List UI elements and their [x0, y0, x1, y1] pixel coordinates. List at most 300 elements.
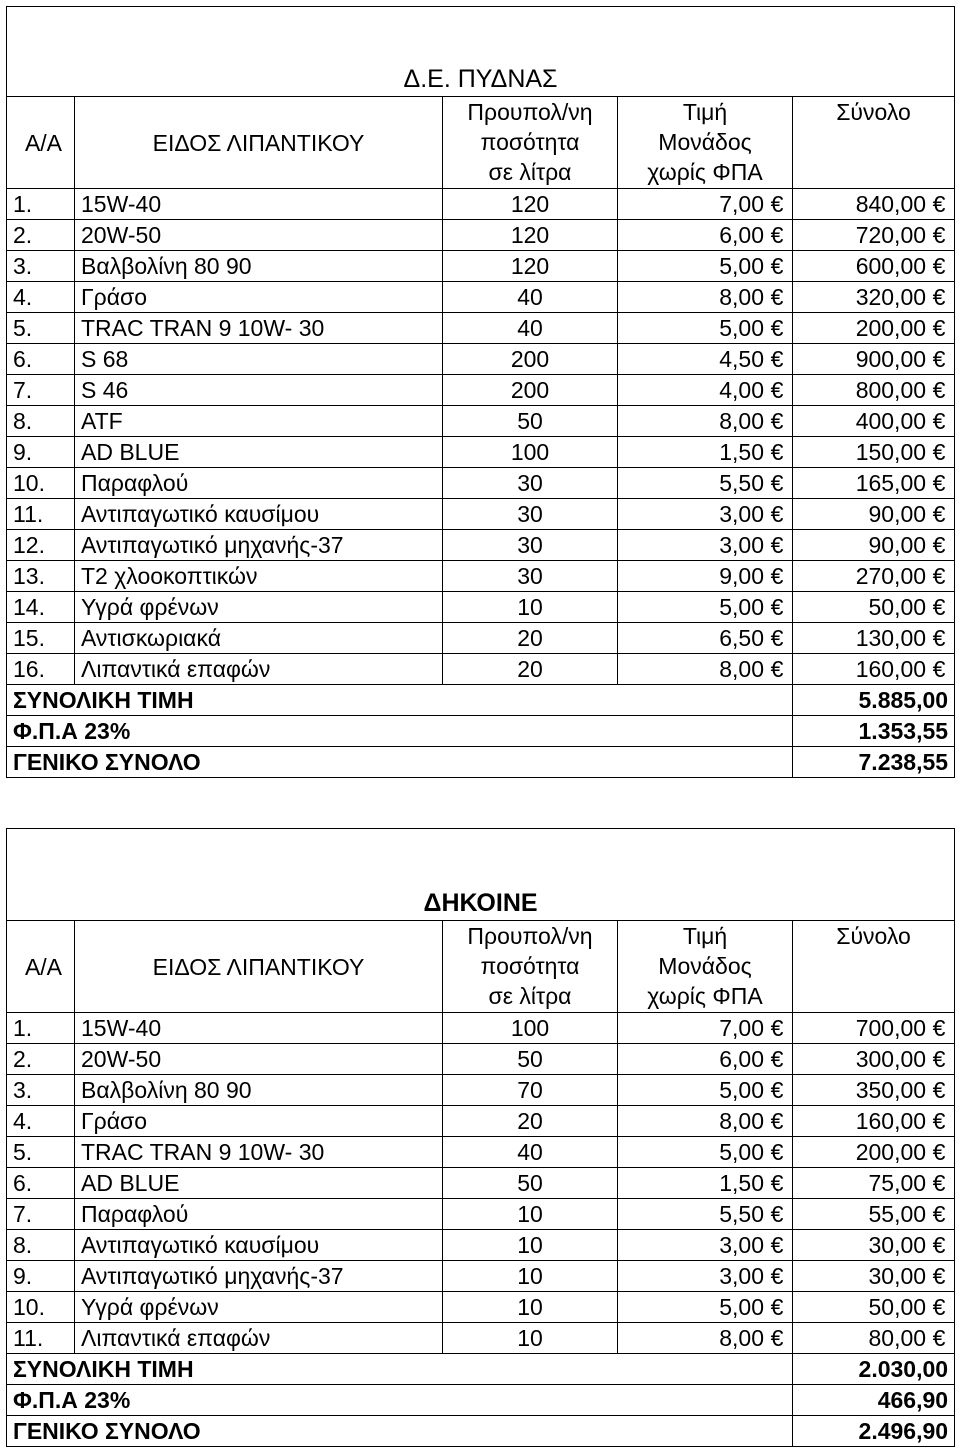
quantity-cell: 30 [443, 530, 618, 561]
quantity-cell: 40 [443, 313, 618, 344]
header-price [618, 97, 793, 189]
unit-price-value: 4,50 [719, 346, 764, 372]
line-total-value: 30,00 [868, 1232, 927, 1258]
line-total-cell [793, 1261, 955, 1292]
row-number: 7. [7, 1199, 75, 1230]
line-total-cell [793, 1230, 955, 1261]
summary-value: 7.238,55 [793, 747, 955, 778]
line-total-value: 200,00 [855, 1139, 927, 1165]
item-name: Παραφλού [75, 1199, 443, 1230]
header-qty-line: ποσότητα [480, 129, 580, 155]
unit-price-cell [618, 1199, 793, 1230]
item-name: Λιπαντικά επαφών [75, 654, 443, 685]
table-row [7, 1230, 955, 1261]
unit-price-cell [618, 220, 793, 251]
unit-price-value: 7,00 [719, 1015, 764, 1041]
euro-symbol: € [770, 625, 784, 651]
unit-price-cell [618, 530, 793, 561]
unit-price-cell [618, 344, 793, 375]
header-qty [443, 921, 618, 1013]
unit-price-cell [618, 1013, 793, 1044]
table-row [7, 1137, 955, 1168]
row-number: 2. [7, 220, 75, 251]
euro-symbol: € [770, 1170, 784, 1196]
euro-symbol: € [770, 377, 784, 403]
item-name: Αντισκωριακά [75, 623, 443, 654]
unit-price-cell [618, 251, 793, 282]
table-row [7, 1044, 955, 1075]
line-total-value: 160,00 [855, 1108, 927, 1134]
table-row [7, 406, 955, 437]
line-total-value: 700,00 [855, 1015, 927, 1041]
euro-symbol: € [770, 1046, 784, 1072]
table-title: Δ.Ε. ΠΥΔΝΑΣ [7, 7, 955, 97]
summary-label: Φ.Π.Α 23% [7, 716, 793, 747]
quantity-cell: 30 [443, 499, 618, 530]
line-total-cell [793, 1323, 955, 1354]
unit-price-cell [618, 437, 793, 468]
line-total-value: 165,00 [855, 470, 927, 496]
quantity-cell: 20 [443, 654, 618, 685]
header-qty-line: Προυπολ/νη [467, 923, 593, 949]
unit-price-value: 8,00 [719, 1108, 764, 1134]
line-total-value: 160,00 [855, 656, 927, 682]
line-total-cell [793, 592, 955, 623]
euro-symbol: € [770, 1263, 784, 1289]
table-row [7, 1106, 955, 1137]
euro-symbol: € [770, 439, 784, 465]
line-total-cell [793, 1168, 955, 1199]
line-total-value: 80,00 [868, 1325, 927, 1351]
euro-symbol: € [770, 315, 784, 341]
unit-price-cell [618, 375, 793, 406]
line-total-cell [793, 1013, 955, 1044]
unit-price-value: 3,00 [719, 532, 764, 558]
item-name: 15W-40 [75, 189, 443, 220]
euro-symbol: € [932, 1108, 946, 1134]
row-number: 16. [7, 654, 75, 685]
item-name: Αντιπαγωτικό μηχανής-37 [75, 1261, 443, 1292]
unit-price-value: 6,00 [719, 222, 764, 248]
header-price-line: Τιμή [682, 99, 728, 125]
quantity-cell: 100 [443, 437, 618, 468]
summary-label: Φ.Π.Α 23% [7, 1385, 793, 1416]
summary-row [7, 1385, 955, 1416]
line-total-cell [793, 1137, 955, 1168]
quantity-cell: 200 [443, 344, 618, 375]
row-number: 2. [7, 1044, 75, 1075]
euro-symbol: € [770, 563, 784, 589]
unit-price-cell [618, 1230, 793, 1261]
unit-price-value: 1,50 [719, 439, 764, 465]
euro-symbol: € [932, 315, 946, 341]
unit-price-cell [618, 592, 793, 623]
euro-symbol: € [932, 284, 946, 310]
euro-symbol: € [932, 1232, 946, 1258]
line-total-cell [793, 623, 955, 654]
item-name: Γράσο [75, 282, 443, 313]
row-number: 5. [7, 1137, 75, 1168]
line-total-value: 320,00 [855, 284, 927, 310]
table-row [7, 654, 955, 685]
item-name: S 68 [75, 344, 443, 375]
line-total-cell [793, 1106, 955, 1137]
summary-value: 2.030,00 [793, 1354, 955, 1385]
header-total: Σύνολο [793, 97, 955, 189]
item-name: TRAC TRAN 9 10W- 30 [75, 1137, 443, 1168]
table-row [7, 1075, 955, 1106]
euro-symbol: € [932, 1294, 946, 1320]
header-price-line: Μονάδος [658, 129, 752, 155]
row-number: 8. [7, 406, 75, 437]
line-total-value: 200,00 [855, 315, 927, 341]
euro-symbol: € [932, 656, 946, 682]
unit-price-value: 5,00 [719, 1077, 764, 1103]
unit-price-value: 5,50 [719, 470, 764, 496]
unit-price-value: 7,00 [719, 191, 764, 217]
unit-price-value: 5,00 [719, 315, 764, 341]
line-total-value: 90,00 [868, 532, 927, 558]
summary-value: 1.353,55 [793, 716, 955, 747]
unit-price-cell [618, 1292, 793, 1323]
unit-price-value: 5,00 [719, 253, 764, 279]
summary-label: ΓΕΝΙΚΟ ΣΥΝΟΛΟ [7, 747, 793, 778]
unit-price-cell [618, 1323, 793, 1354]
line-total-value: 350,00 [855, 1077, 927, 1103]
unit-price-value: 8,00 [719, 1325, 764, 1351]
summary-label: ΓΕΝΙΚΟ ΣΥΝΟΛΟ [7, 1416, 793, 1447]
line-total-value: 30,00 [868, 1263, 927, 1289]
line-total-cell [793, 282, 955, 313]
euro-symbol: € [770, 594, 784, 620]
row-number: 11. [7, 499, 75, 530]
summary-row [7, 747, 955, 778]
row-number: 11. [7, 1323, 75, 1354]
header-qty-line: ποσότητα [480, 953, 580, 979]
euro-symbol: € [770, 1139, 784, 1165]
item-name: TRAC TRAN 9 10W- 30 [75, 313, 443, 344]
item-name: Γράσο [75, 1106, 443, 1137]
line-total-value: 55,00 [868, 1201, 927, 1227]
row-number: 7. [7, 375, 75, 406]
unit-price-cell [618, 468, 793, 499]
unit-price-value: 4,00 [719, 377, 764, 403]
euro-symbol: € [932, 377, 946, 403]
line-total-cell [793, 437, 955, 468]
unit-price-cell [618, 1168, 793, 1199]
euro-symbol: € [932, 594, 946, 620]
summary-row [7, 1416, 955, 1447]
summary-value: 466,90 [793, 1385, 955, 1416]
euro-symbol: € [770, 470, 784, 496]
quantity-cell: 10 [443, 1292, 618, 1323]
euro-symbol: € [770, 1015, 784, 1041]
unit-price-cell [618, 623, 793, 654]
table-row [7, 313, 955, 344]
line-total-cell [793, 654, 955, 685]
line-total-value: 600,00 [855, 253, 927, 279]
unit-price-value: 5,00 [719, 594, 764, 620]
line-total-value: 900,00 [855, 346, 927, 372]
line-total-cell [793, 1292, 955, 1323]
euro-symbol: € [932, 439, 946, 465]
summary-row [7, 685, 955, 716]
row-number: 14. [7, 592, 75, 623]
line-total-cell [793, 344, 955, 375]
unit-price-value: 3,00 [719, 1232, 764, 1258]
euro-symbol: € [770, 1201, 784, 1227]
line-total-value: 50,00 [868, 594, 927, 620]
header-item: ΕΙΔΟΣ ΛΙΠΑΝΤΙΚΟΥ [75, 97, 443, 189]
table-row [7, 220, 955, 251]
unit-price-value: 5,00 [719, 1139, 764, 1165]
table-row [7, 1168, 955, 1199]
row-number: 10. [7, 1292, 75, 1323]
quantity-cell: 30 [443, 561, 618, 592]
summary-label: ΣΥΝΟΛΙΚΗ ΤΙΜΗ [7, 685, 793, 716]
quantity-cell: 50 [443, 1168, 618, 1199]
quantity-cell: 200 [443, 375, 618, 406]
unit-price-cell [618, 1137, 793, 1168]
line-total-value: 50,00 [868, 1294, 927, 1320]
unit-price-value: 9,00 [719, 563, 764, 589]
table-row [7, 1013, 955, 1044]
table-row [7, 375, 955, 406]
item-name: AD BLUE [75, 1168, 443, 1199]
line-total-value: 130,00 [855, 625, 927, 651]
unit-price-cell [618, 1075, 793, 1106]
unit-price-value: 8,00 [719, 408, 764, 434]
item-name: 20W-50 [75, 1044, 443, 1075]
line-total-cell [793, 1044, 955, 1075]
line-total-cell [793, 251, 955, 282]
table-row [7, 468, 955, 499]
quantity-cell: 120 [443, 251, 618, 282]
row-number: 13. [7, 561, 75, 592]
quantity-cell: 10 [443, 592, 618, 623]
euro-symbol: € [932, 408, 946, 434]
euro-symbol: € [932, 470, 946, 496]
row-number: 4. [7, 282, 75, 313]
row-number: 3. [7, 251, 75, 282]
table-row [7, 592, 955, 623]
line-total-value: 800,00 [855, 377, 927, 403]
unit-price-value: 3,00 [719, 501, 764, 527]
quantity-cell: 10 [443, 1261, 618, 1292]
table-row [7, 530, 955, 561]
table-row [7, 499, 955, 530]
item-name: Βαλβολίνη 80 90 [75, 251, 443, 282]
item-name: Τ2 χλοοκοπτικών [75, 561, 443, 592]
line-total-value: 90,00 [868, 501, 927, 527]
header-qty [443, 97, 618, 189]
quantity-cell: 100 [443, 1013, 618, 1044]
table-row [7, 1261, 955, 1292]
header-item: ΕΙΔΟΣ ΛΙΠΑΝΤΙΚΟΥ [75, 921, 443, 1013]
euro-symbol: € [770, 284, 784, 310]
table-row [7, 437, 955, 468]
euro-symbol: € [932, 1325, 946, 1351]
unit-price-cell [618, 1044, 793, 1075]
item-name: Υγρά φρένων [75, 592, 443, 623]
quantity-cell: 120 [443, 189, 618, 220]
quantity-cell: 30 [443, 468, 618, 499]
euro-symbol: € [770, 1108, 784, 1134]
table-row [7, 251, 955, 282]
item-name: Αντιπαγωτικό μηχανής-37 [75, 530, 443, 561]
euro-symbol: € [932, 1263, 946, 1289]
euro-symbol: € [932, 563, 946, 589]
row-number: 5. [7, 313, 75, 344]
summary-label: ΣΥΝΟΛΙΚΗ ΤΙΜΗ [7, 1354, 793, 1385]
item-name: Αντιπαγωτικό καυσίμου [75, 1230, 443, 1261]
row-number: 9. [7, 1261, 75, 1292]
table-row [7, 344, 955, 375]
summary-row [7, 716, 955, 747]
line-total-cell [793, 468, 955, 499]
euro-symbol: € [932, 1139, 946, 1165]
unit-price-value: 8,00 [719, 656, 764, 682]
quantity-cell: 40 [443, 282, 618, 313]
unit-price-cell [618, 282, 793, 313]
item-name: AD BLUE [75, 437, 443, 468]
quantity-cell: 10 [443, 1323, 618, 1354]
line-total-cell [793, 499, 955, 530]
row-number: 6. [7, 1168, 75, 1199]
quantity-cell: 50 [443, 406, 618, 437]
euro-symbol: € [932, 253, 946, 279]
quantity-cell: 50 [443, 1044, 618, 1075]
euro-symbol: € [932, 1046, 946, 1072]
unit-price-cell [618, 1106, 793, 1137]
quantity-cell: 40 [443, 1137, 618, 1168]
header-price-line: Τιμή [682, 923, 728, 949]
table-title: ΔΗΚΟΙΝΕ [7, 829, 955, 921]
euro-symbol: € [770, 408, 784, 434]
summary-row [7, 1354, 955, 1385]
line-total-value: 75,00 [868, 1170, 927, 1196]
unit-price-value: 8,00 [719, 284, 764, 310]
line-total-cell [793, 220, 955, 251]
line-total-cell [793, 1199, 955, 1230]
table-row [7, 1323, 955, 1354]
item-name: Παραφλού [75, 468, 443, 499]
table-row [7, 282, 955, 313]
line-total-value: 720,00 [855, 222, 927, 248]
row-number: 8. [7, 1230, 75, 1261]
header-price [618, 921, 793, 1013]
line-total-value: 300,00 [855, 1046, 927, 1072]
euro-symbol: € [932, 501, 946, 527]
row-number: 1. [7, 189, 75, 220]
item-name: ATF [75, 406, 443, 437]
euro-symbol: € [770, 346, 784, 372]
euro-symbol: € [770, 1325, 784, 1351]
euro-symbol: € [932, 346, 946, 372]
row-number: 15. [7, 623, 75, 654]
line-total-value: 150,00 [855, 439, 927, 465]
header-qty-line: Προυπολ/νη [467, 99, 593, 125]
unit-price-value: 6,00 [719, 1046, 764, 1072]
euro-symbol: € [932, 532, 946, 558]
quantity-cell: 20 [443, 1106, 618, 1137]
line-total-cell [793, 1075, 955, 1106]
header-qty-line: σε λίτρα [488, 983, 572, 1009]
quantity-cell: 10 [443, 1199, 618, 1230]
euro-symbol: € [770, 253, 784, 279]
unit-price-cell [618, 561, 793, 592]
euro-symbol: € [770, 532, 784, 558]
euro-symbol: € [932, 191, 946, 217]
row-number: 4. [7, 1106, 75, 1137]
row-number: 12. [7, 530, 75, 561]
row-number: 1. [7, 1013, 75, 1044]
header-price-line: χωρίς ΦΠΑ [647, 159, 763, 185]
table-row [7, 1199, 955, 1230]
table-row [7, 561, 955, 592]
item-name: 20W-50 [75, 220, 443, 251]
line-total-cell [793, 530, 955, 561]
quantity-cell: 70 [443, 1075, 618, 1106]
unit-price-cell [618, 499, 793, 530]
euro-symbol: € [932, 1077, 946, 1103]
line-total-cell [793, 313, 955, 344]
euro-symbol: € [770, 656, 784, 682]
line-total-cell [793, 406, 955, 437]
unit-price-cell [618, 406, 793, 437]
row-number: 10. [7, 468, 75, 499]
euro-symbol: € [770, 191, 784, 217]
euro-symbol: € [932, 1170, 946, 1196]
unit-price-cell [618, 189, 793, 220]
item-name: Βαλβολίνη 80 90 [75, 1075, 443, 1106]
euro-symbol: € [932, 1015, 946, 1041]
unit-price-cell [618, 654, 793, 685]
unit-price-cell [618, 1261, 793, 1292]
summary-value: 5.885,00 [793, 685, 955, 716]
item-name: Αντιπαγωτικό καυσίμου [75, 499, 443, 530]
table-row [7, 623, 955, 654]
euro-symbol: € [770, 501, 784, 527]
unit-price-value: 5,50 [719, 1201, 764, 1227]
line-total-cell [793, 375, 955, 406]
unit-price-value: 6,50 [719, 625, 764, 651]
unit-price-value: 1,50 [719, 1170, 764, 1196]
header-aa: Α/Α [7, 921, 75, 1013]
quantity-cell: 20 [443, 623, 618, 654]
line-total-value: 270,00 [855, 563, 927, 589]
euro-symbol: € [770, 1077, 784, 1103]
lubricants-table-dikoine [6, 828, 955, 1447]
row-number: 9. [7, 437, 75, 468]
header-price-line: Μονάδος [658, 953, 752, 979]
summary-value: 2.496,90 [793, 1416, 955, 1447]
unit-price-cell [618, 313, 793, 344]
unit-price-value: 3,00 [719, 1263, 764, 1289]
quantity-cell: 120 [443, 220, 618, 251]
euro-symbol: € [770, 222, 784, 248]
table-row [7, 1292, 955, 1323]
header-qty-line: σε λίτρα [488, 159, 572, 185]
euro-symbol: € [932, 625, 946, 651]
euro-symbol: € [932, 222, 946, 248]
item-name: Λιπαντικά επαφών [75, 1323, 443, 1354]
line-total-value: 400,00 [855, 408, 927, 434]
header-aa: Α/Α [7, 97, 75, 189]
line-total-cell [793, 561, 955, 592]
euro-symbol: € [770, 1294, 784, 1320]
item-name: 15W-40 [75, 1013, 443, 1044]
